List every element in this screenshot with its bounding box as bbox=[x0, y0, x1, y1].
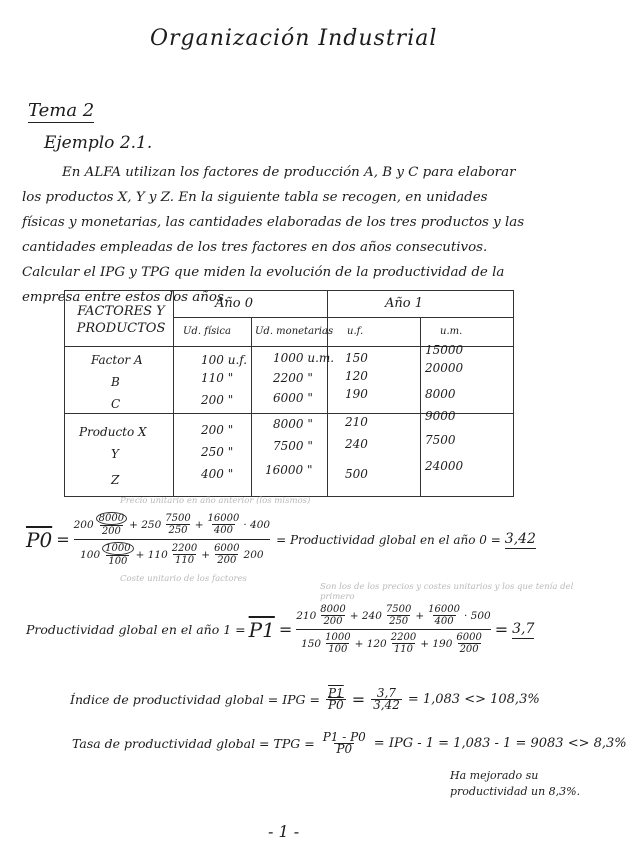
tpg-den: P0 bbox=[336, 742, 353, 756]
cell-y-um0: 7500 " bbox=[273, 439, 313, 453]
row-label-product-x: Producto X bbox=[79, 425, 147, 439]
tpg-note: Ha mejorado su productividad un 8,3%. bbox=[450, 769, 581, 798]
ipg-num: P1 bbox=[327, 686, 344, 700]
cell-z-um0: 16000 " bbox=[265, 463, 313, 477]
cell-x-uf0: 200 " bbox=[201, 423, 234, 437]
row-label-z: Z bbox=[111, 473, 120, 487]
ipg-formula: Índice de productividad global = IPG = $\frac{P1}{P0}$ = $\frac{3,7}{3,42}$ = 1,083 <> 108,3% bbox=[70, 686, 540, 712]
cell-c-um0: 6000 " bbox=[273, 391, 313, 405]
row-label-factor-a: Factor A bbox=[91, 353, 143, 367]
cell-b-uf1: 120 bbox=[345, 369, 368, 383]
cell-c-uf1: 190 bbox=[345, 387, 368, 401]
cell-x-um1: 9000 bbox=[425, 409, 456, 423]
tpg-expression: = IPG - 1 = 1,083 - 1 = 9083 <> 8,3% bbox=[373, 736, 627, 751]
cell-z-uf1: 500 bbox=[345, 467, 368, 481]
tpg-label: Tasa de productividad global = TPG = bbox=[72, 736, 315, 751]
cell-a-um1: 15000 bbox=[425, 343, 464, 357]
cell-b-um0: 2200 " bbox=[273, 371, 313, 385]
tpg-formula bbox=[72, 732, 627, 755]
cell-a-um0: 1000 u.m. bbox=[273, 351, 335, 365]
p1-label: P1 bbox=[248, 617, 275, 642]
note-faint-p0-bottom: Coste unitario de los factores bbox=[120, 574, 247, 584]
cell-x-um0: 8000 " bbox=[273, 417, 313, 431]
note-faint-p0-top: Precio unitario en año anterior (los mismos) bbox=[120, 496, 311, 506]
example-heading: Ejemplo 2.1. bbox=[44, 133, 153, 153]
section-heading: Tema 2 bbox=[28, 100, 95, 121]
p1-result: 3,7 bbox=[512, 620, 535, 637]
ipg-den: P0 bbox=[327, 698, 344, 712]
cell-c-um1: 8000 bbox=[425, 387, 456, 401]
p1-denominator: 150 $\frac{1000}{100}$ + 120 $\frac{2200}{110}$ + 190 $\frac{6000}{200}$ bbox=[296, 629, 490, 655]
p1-numerator: 210 $\frac{8000}{200}$ + 240 $\frac{7500}{250}$ + $\frac{16000}{400}$ · 500 bbox=[296, 604, 491, 627]
ipg-label: Índice de productividad global = IPG = bbox=[70, 692, 320, 707]
subheader-uf0: Ud. física bbox=[183, 326, 231, 337]
subheader-um1: u.m. bbox=[440, 326, 463, 337]
cell-x-uf1: 210 bbox=[345, 415, 368, 429]
p0-equals-text: = Productividad global en el año 0 = bbox=[276, 532, 501, 547]
row-label-c: C bbox=[111, 397, 121, 411]
ipg-result: = 1,083 <> 108,3% bbox=[407, 692, 540, 707]
subheader-uf1: u.f. bbox=[347, 326, 364, 337]
p0-label: P0 bbox=[26, 527, 53, 552]
ipg-den2: 3,42 bbox=[373, 698, 400, 712]
cell-z-um1: 24000 bbox=[425, 459, 464, 473]
header-year-1: Año 1 bbox=[385, 296, 423, 311]
document-title: Organización Industrial bbox=[150, 26, 438, 51]
ipg-num2: 3,7 bbox=[376, 686, 397, 700]
p0-formula: P0 = 200 $\frac{8000}{200}$ + 250 $\frac{7500}{250}$ + $\frac{16000}{400}$ · 400 100 $\frac{1000}{100}$ + 110 $\frac{2200}{110}$ + $\frac{6000}{200}$ 200 = Productividad global en el año 0 = 3,42 bbox=[26, 513, 536, 567]
p1-label-text: Productividad global en el año 1 = bbox=[26, 622, 246, 637]
cell-z-uf0: 400 " bbox=[201, 467, 234, 481]
problem-text: En ALFA utilizan los factores de producción A, B y C para elaborar los productos X, Y y Z. En la siguiente tabla se recogen, en unidades físicas y monetarias, las cantidades elaboradas de los tres productos y las cantidades empleadas de los tres factores en dos años consecutivos. Calcular el IPG y TPG que miden la evolución de la productividad de la empresa entre estos dos años. bbox=[22, 165, 525, 305]
data-table bbox=[64, 290, 514, 497]
cell-y-uf1: 240 bbox=[345, 437, 368, 451]
cell-y-um1: 7500 bbox=[425, 433, 456, 447]
cell-c-uf0: 200 " bbox=[201, 393, 234, 407]
page-number: - 1 - bbox=[268, 822, 300, 841]
header-year-0: Año 0 bbox=[215, 296, 253, 311]
tpg-num: P1 - P0 bbox=[322, 730, 366, 744]
row-label-b: B bbox=[111, 375, 120, 389]
note-faint-p1: Son los de los precios y costes unitarios y los que tenía del primero bbox=[320, 582, 574, 602]
p0-result: 3,42 bbox=[504, 530, 536, 547]
cell-y-uf0: 250 " bbox=[201, 445, 234, 459]
header-factors-products: FACTORES Y PRODUCTOS bbox=[76, 304, 166, 336]
problem-statement bbox=[22, 160, 532, 310]
p1-formula: Productividad global en el año 1 = P1 = 210 $\frac{8000}{200}$ + 240 $\frac{7500}{250}$ + $\frac{16000}{400}$ · 500 150 $\frac{1000}{100}$ + 120 $\frac{2200}{110}$ + 190 $\frac{6000}{200}$ = 3,7 bbox=[26, 604, 535, 655]
p0-fraction bbox=[74, 512, 270, 567]
p0-numerator: 200 $\frac{8000}{200}$ + 250 $\frac{7500}{250}$ + $\frac{16000}{400}$ · 400 bbox=[73, 513, 271, 537]
p0-denominator: 100 $\frac{1000}{100}$ + 110 $\frac{2200}{110}$ + $\frac{6000}{200}$ 200 bbox=[74, 539, 270, 567]
cell-a-uf1: 150 bbox=[345, 351, 368, 365]
cell-b-uf0: 110 " bbox=[201, 371, 234, 385]
row-label-y: Y bbox=[111, 447, 119, 461]
subheader-um0: Ud. monetarias bbox=[255, 326, 334, 337]
p1-fraction bbox=[296, 604, 490, 655]
cell-b-um1: 20000 bbox=[425, 361, 464, 375]
cell-a-uf0: 100 u.f. bbox=[201, 353, 248, 367]
